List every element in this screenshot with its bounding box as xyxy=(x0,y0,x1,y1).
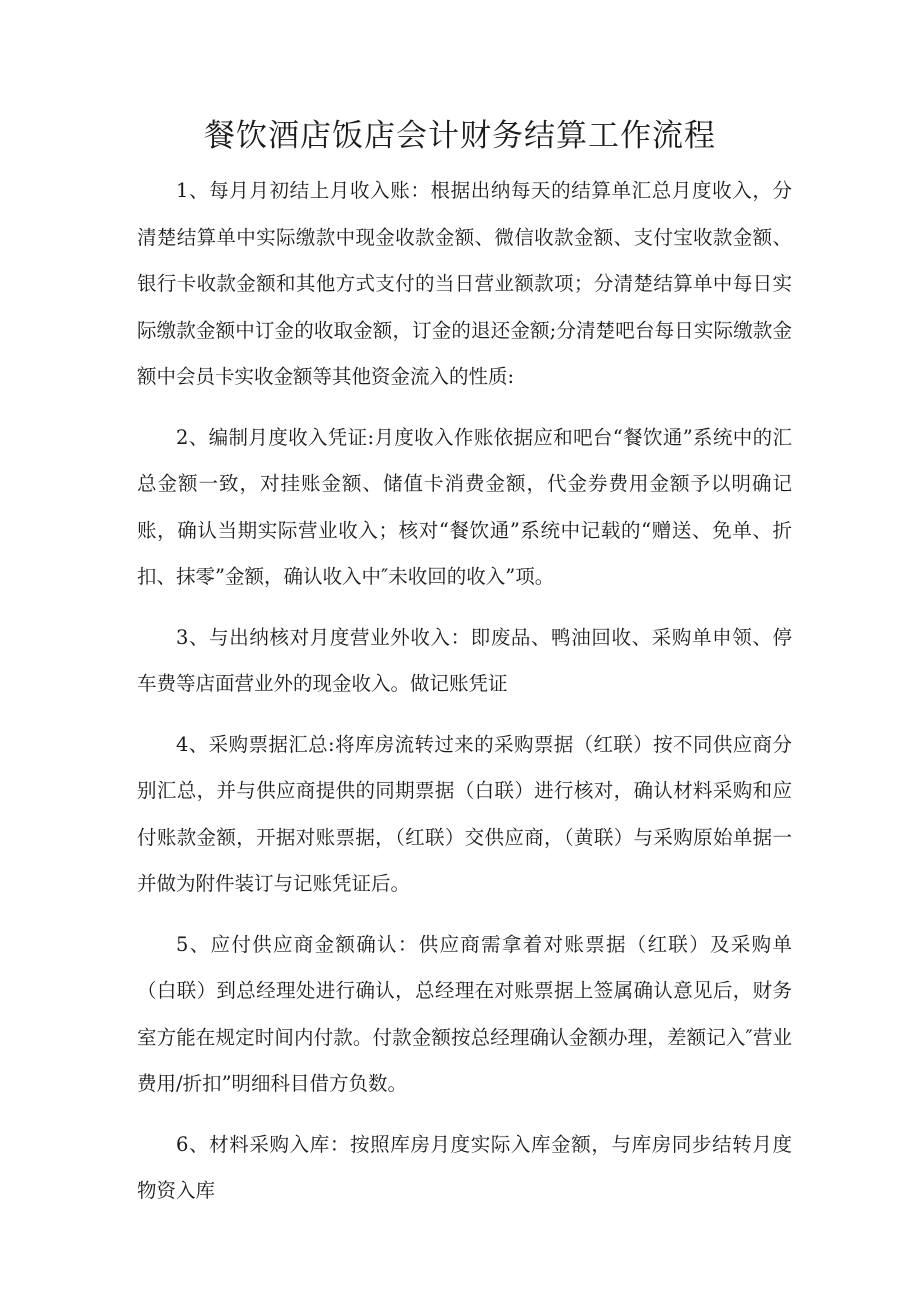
paragraph-3: 3、与出纳核对月度营业外收入：即废品、鸭油回收、采购单申领、停车费等店面营业外的现金收入。做记账凭证 xyxy=(137,625,792,695)
paragraph-5: 5、应付供应商金额确认：供应商需拿着对账票据（红联）及采购单（白联）到总经理处进行确认，总经理在对账票据上签属确认意见后，财务室方能在规定时间内付款。付款金额按总经理确认金额办理，差额记入″营业费用/折扣”明细科目借方负数。 xyxy=(137,932,792,1095)
paragraph-4: 4、采购票据汇总:将库房流转过来的采购票据（红联）按不同供应商分别汇总，并与供应商提供的同期票据（白联）进行核对，确认材料采购和应付账款金额，开据对账票据，（红联）交供应商，（黄联）与采购原始单据一并做为附件装订与记账凭证后。 xyxy=(137,732,792,895)
paragraph-6: 6、材料采购入库：按照库房月度实际入库金额，与库房同步结转月度物资入库 xyxy=(137,1132,792,1202)
paragraph-1: 1、每月月初结上月收入账：根据出纳每天的结算单汇总月度收入，分清楚结算单中实际缴款中现金收款金额、微信收款金额、支付宝收款金额、银行卡收款金额和其他方式支付的当日营业额款项；分清楚结算单中每日实际缴款金额中订金的收取金额，订金的退还金额;分清楚吧台每日实际缴款金额中会员卡实收金额等其他资金流入的性质: xyxy=(137,179,792,388)
page-title: 餐饮酒店饭店会计财务结算工作流程 xyxy=(204,118,716,154)
document-body xyxy=(137,168,792,1229)
paragraph-2: 2、编制月度收入凭证:月度收入作账依据应和吧台“餐饮通”系统中的汇总金额一致，对挂账金额、储值卡消费金额，代金券费用金额予以明确记账，确认当期实际营业收入；核对“餐饮通”系统中记载的“赠送、免单、折扣、抹零”金额，确认收入中″未收回的收入”项。 xyxy=(137,425,792,588)
